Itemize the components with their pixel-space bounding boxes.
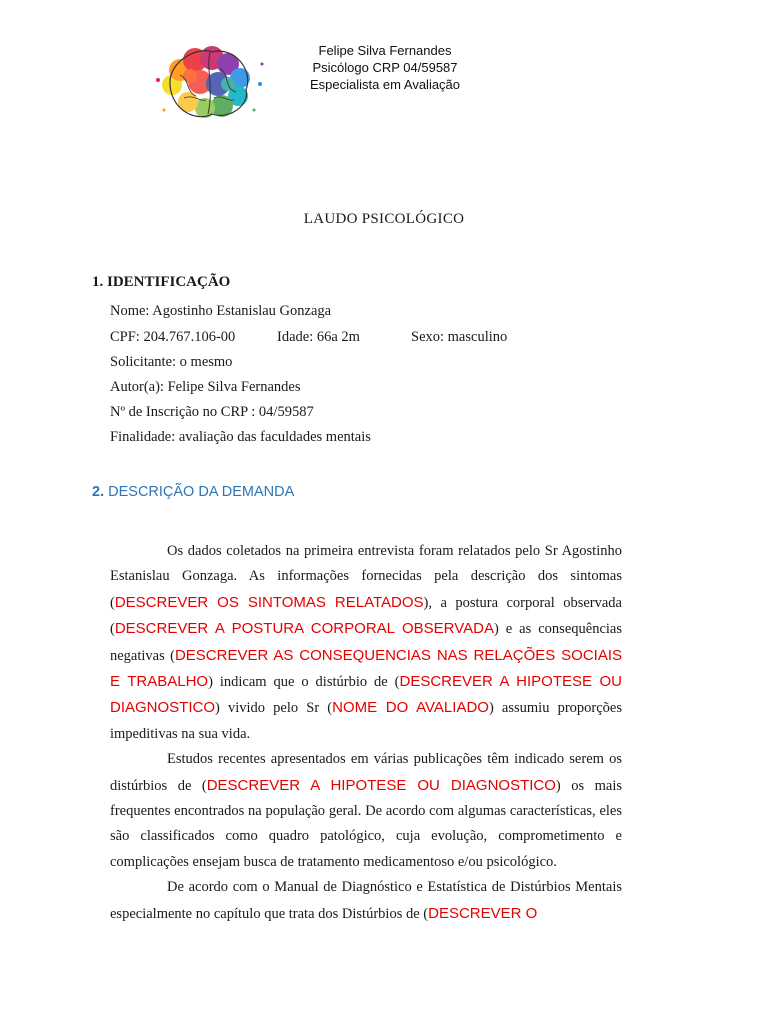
placeholder-describe: DESCREVER O: [428, 904, 538, 922]
section-identification-heading: 1. IDENTIFICAÇÃO: [92, 274, 231, 290]
patient-age: Idade: 66a 2m: [277, 329, 360, 345]
professional-header: [280, 42, 490, 93]
section-demand-heading: [92, 484, 294, 500]
requester: Solicitante: o mesmo: [110, 354, 233, 370]
placeholder-symptoms: DESCREVER OS SINTOMAS RELATADOS: [114, 593, 424, 611]
placeholder-posture: DESCREVER A POSTURA CORPORAL OBSERVADA: [114, 620, 494, 638]
brain-logo-icon: [150, 40, 270, 130]
purpose: Finalidade: avaliação das faculdades mentais: [110, 429, 371, 445]
text-run: De acordo com o Manual de Diagnóstico e Estatística de Distúrbios Mentais especialmente no capítulo que trata dos Distúrbios de (: [110, 879, 622, 922]
text-run: ) vivido pelo Sr (: [215, 700, 333, 717]
paragraph-2: [110, 747, 622, 875]
text-run: ) os mais frequentes encontrados na população geral. De acordo com algumas características, eles são classificados como quadro patológico, cuja evolução, comprometimento e complicações ensejam busca de tratamento medicamentoso e/ou psicológico.: [110, 777, 622, 870]
demand-body: [110, 539, 622, 927]
text-run: Estudos recentes apresentados em várias publicações têm indicado serem os distúrbios de (: [110, 751, 622, 794]
placeholder-diagnosis: DESCREVER A HIPOTESE OU DIAGNOSTICO: [110, 673, 622, 717]
section-title: DESCRIÇÃO DA DEMANDA: [108, 484, 295, 500]
placeholder-diagnosis: DESCREVER A HIPOTESE OU DIAGNOSTICO: [206, 776, 556, 794]
patient-sex: Sexo: masculino: [411, 329, 508, 345]
section-number: 2.: [92, 484, 105, 500]
professional-name: Felipe Silva Fernandes: [318, 43, 452, 58]
patient-cpf: CPF: 204.767.106-00: [110, 329, 236, 345]
text-run: ), a postura corporal observada (: [110, 594, 622, 638]
professional-specialty: Especialista em Avaliação: [309, 77, 461, 92]
document-title: LAUDO PSICOLÓGICO: [303, 211, 465, 227]
text-run: Os dados coletados na primeira entrevista foram relatados pelo Sr Agostinho Estanislau Gonzaga. As informações fornecidas pela descrição dos sintomas (: [110, 543, 622, 611]
paragraph-3: [110, 875, 622, 927]
placeholder-consequences: DESCREVER AS CONSEQUENCIAS NAS RELAÇÕES SOCIAIS E TRABALHO: [110, 646, 622, 691]
patient-name: Nome: Agostinho Estanislau Gonzaga: [110, 303, 332, 319]
author: Autor(a): Felipe Silva Fernandes: [110, 379, 301, 395]
paragraph-1: [110, 539, 622, 747]
text-run: ) e as consequências negativas (: [110, 621, 622, 664]
text-run: ) assumiu proporções impeditivas na sua vida.: [110, 700, 622, 742]
placeholder-name: NOME DO AVALIADO: [332, 699, 489, 717]
professional-crp: Psicólogo CRP 04/59587: [312, 60, 458, 75]
text-run: ) indicam que o distúrbio de (: [208, 674, 400, 691]
crp-registration: Nº de Inscrição no CRP : 04/59587: [110, 404, 314, 420]
